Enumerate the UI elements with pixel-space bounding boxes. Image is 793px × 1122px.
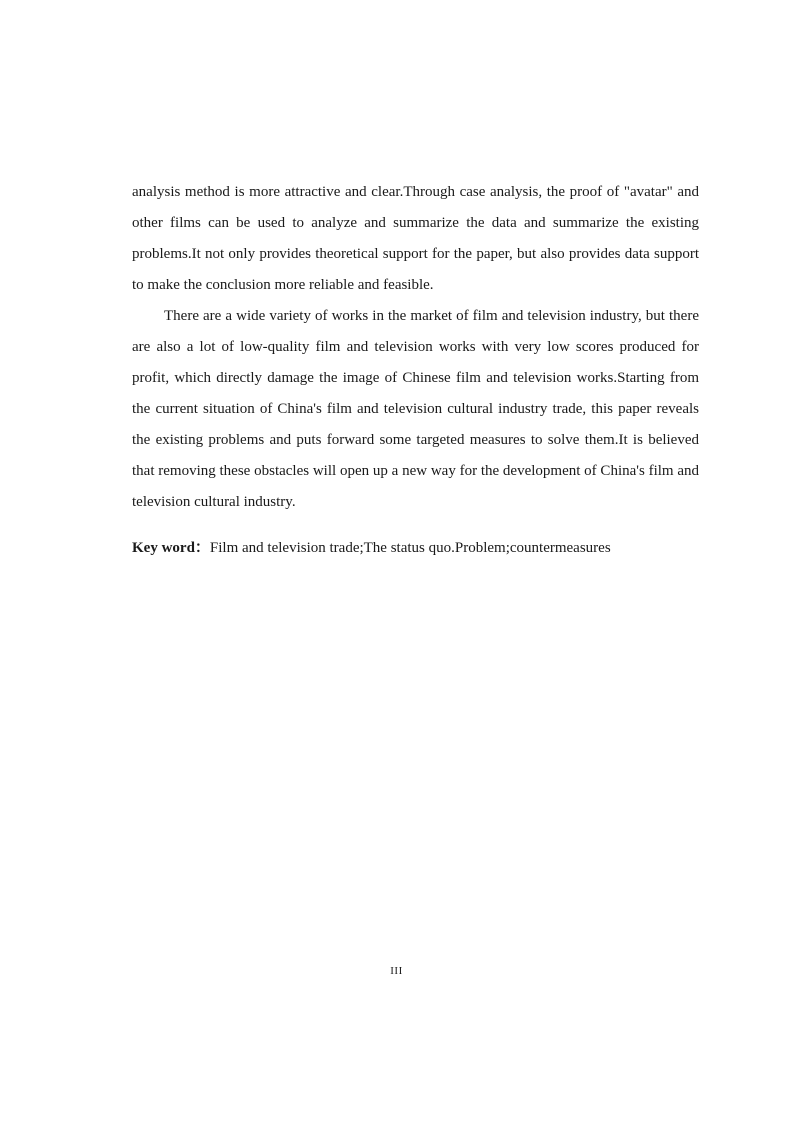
keywords-label: Key word： (132, 540, 210, 556)
abstract-paragraph-continued: analysis method is more attractive and clear.Through case analysis, the proof of "avatar" and other films can be used to analyze and summarize the data and summarize the existing problems.It not only provides theoretical support for the paper, but also provides data support to make the conclusion more reliable and feasible. (132, 184, 699, 293)
abstract-body (132, 177, 699, 518)
page-number: III (390, 965, 403, 977)
keywords-value: Film and television trade;The status quo.Problem;countermeasures (209, 540, 611, 556)
abstract-paragraph: There are a wide variety of works in the market of film and television industry, but there are also a lot of low-quality film and television works with very low scores produced for profit, which directly damage the image of Chinese film and television works.Starting from the current situation of China's film and television cultural industry trade, this paper reveals the existing problems and puts forward some targeted measures to solve them.It is believed that removing these obstacles will open up a new way for the development of China's film and television cultural industry. (132, 308, 699, 510)
keywords-line (132, 533, 699, 564)
